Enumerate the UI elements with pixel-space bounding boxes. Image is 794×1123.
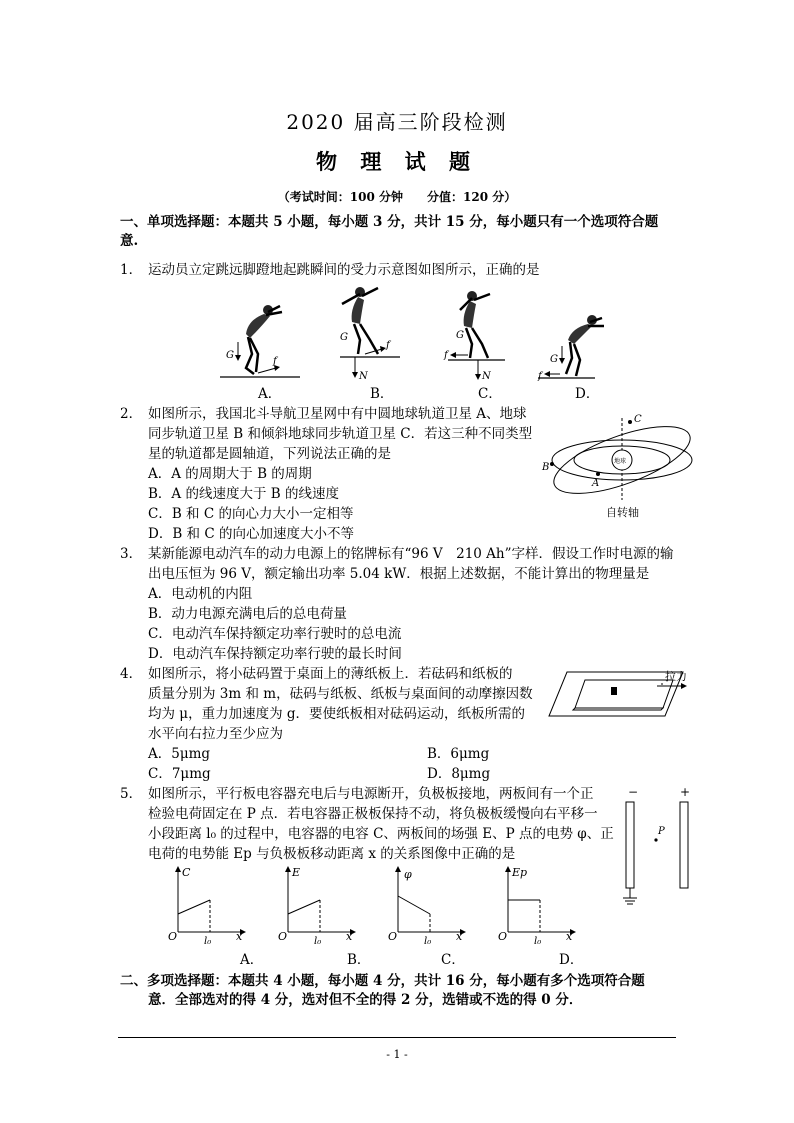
svg-text:O: O [498,930,508,943]
section1-heading-line2: 意. [120,233,139,249]
axis-label: 自转轴 [606,506,639,519]
graph-a [168,866,246,944]
svg-text:G: G [550,354,558,365]
question-text-line: 如图所示，平行板电容器充电后与电源断开，负极板接地，两板间有一个正 [148,786,594,802]
svg-text:G: G [340,332,348,343]
question-text: 运动员立定跳远脚蹬地起跳瞬间的受力示意图如图所示，正确的是 [148,262,540,278]
q1-label-b: B． [370,386,394,402]
svg-text:G: G [456,330,464,341]
q4-option-a: A．5μmg [148,746,211,762]
svg-text:x: x [346,930,353,943]
label-b: B [542,462,550,473]
weight [611,687,617,695]
q5-label-b: B． [347,952,371,968]
option-d: D．电动汽车保持额定功率行驶的最长时间 [148,646,402,662]
capacitor-figure [610,784,700,914]
graph-d-ylabel: Ep [512,866,528,879]
graph-c [388,866,466,944]
option-b: B．A 的线速度大于 B 的线速度 [148,486,339,502]
svg-text:N: N [359,371,368,382]
svg-text:O: O [388,930,398,943]
question-3 [120,544,680,664]
question-text-line: 如图所示，我国北斗导航卫星网中有中圆地球轨道卫星 A、地球 [148,406,527,422]
graph-d [498,866,576,944]
question-text-line: 质量分别为 3m 和 m，砝码与纸板、纸板与桌面间的动摩擦因数 [148,686,533,702]
question-text-line: 水平向右拉力至少应为 [148,726,283,742]
option-b: B．动力电源充满电后的总电荷量 [148,606,347,622]
question-number: 1． [120,262,143,278]
question-text-line: 某新能源电动汽车的动力电源上的铭牌标有“96 V 210 Ah”字样．假设工作时电源的输 [148,546,674,562]
question-number: 5． [120,786,143,802]
svg-text:O: O [278,930,288,943]
option-c: C．电动汽车保持额定功率行驶时的总电流 [148,626,402,642]
subject-title: 物 理 试 题 [316,149,478,174]
negative-plate [626,802,634,888]
q5-label-c: C． [441,952,465,968]
svg-text:l₀: l₀ [534,936,542,944]
graph-a-ylabel: C [182,866,191,879]
athlete-b-figure [340,287,400,382]
q4-option-d: D．8μmg [427,766,491,782]
question-text-line: 均为 μ，重力加速度为 g．要使纸板相对砝码运动，纸板所需的 [148,706,525,722]
gravity-label: G [226,350,234,361]
table-paper-figure [545,662,695,726]
q1-label-d: D． [575,386,600,402]
svg-text:O: O [168,930,178,943]
point-p [654,838,657,841]
svg-text:x: x [236,930,243,943]
q5-graphs [160,864,600,944]
exam-title: 2020 届高三阶段检测 [286,110,508,134]
positive-plate [680,802,688,888]
plus-label: + [680,785,691,799]
question-text-line: 小段距离 l₀ 的过程中，电容器的电容 C、两板间的场强 E、P 点的电势 φ、正 [148,826,614,842]
pull-label: 拉力 [665,670,687,683]
question-4 [120,664,540,744]
svg-text:x: x [566,930,573,943]
q4-option-c: C．7μmg [148,766,211,782]
footer-divider [118,1037,676,1038]
athlete-c-figure [443,291,505,382]
option-a: A．电动机的内阻 [148,586,253,602]
athlete-a-figure [220,305,300,377]
exam-meta: （考试时间：100 分钟 分值：120 分） [277,190,517,204]
svg-text:f: f [386,340,390,351]
question-number: 4． [120,666,143,682]
question-number: 2． [120,406,143,422]
graph-b-ylabel: E [292,866,301,879]
svg-text:N: N [482,371,491,382]
svg-text:f: f [444,350,448,361]
svg-text:l₀: l₀ [424,936,432,944]
section1-heading [120,213,680,251]
option-d: D．B 和 C 的向心加速度大小不等 [148,526,354,542]
graph-c-ylabel: φ [404,868,412,881]
page-number: - 1 - [386,1048,408,1061]
question-text-line: 电荷的电势能 Ep 与负极板移动距离 x 的关系图像中正确的是 [148,846,516,862]
earth-label: 地球 [614,458,627,465]
q1-label-c: C． [478,386,502,402]
q4-option-b: B．6μmg [427,746,490,762]
question-5 [120,784,620,864]
label-c: C [634,414,642,425]
section2-heading-line2: 意．全部选对的得 4 分，选对但不全的得 2 分，选错或不选的得 0 分． [148,992,583,1008]
section2-heading-line1: 二、多项选择题：本题共 4 小题，每小题 4 分，共计 16 分，每小题有多个选项符合题 [120,973,645,989]
svg-text:l₀: l₀ [314,936,322,944]
question-2 [120,404,540,544]
p-label: P [658,826,665,837]
minus-label: − [628,785,639,799]
question-number: 3． [120,546,143,562]
athlete-d-figure [537,315,604,382]
satellite-c [628,420,632,424]
svg-text:x: x [456,930,463,943]
svg-text:l₀: l₀ [204,936,212,944]
svg-text:f: f [538,371,542,382]
question-1 [120,260,680,280]
satellite-b [550,462,554,466]
question-text-line: 星的轨道都是圆轴道，下列说法正确的是 [148,446,391,462]
section2-heading [120,972,680,1010]
paper-board [575,680,673,708]
option-c: C．B 和 C 的向心力大小一定相等 [148,506,354,522]
question-text-line: 检验电荷固定在 P 点．若电容器正极板保持不动，将负极板缓慢向右平移一 [148,806,598,822]
section1-heading-line1: 一、单项选择题：本题共 5 小题，每小题 3 分，共计 15 分，每小题只有一个选项符合题 [120,214,659,230]
q5-label-a: A． [240,952,264,968]
satellite-a [596,472,600,476]
graph-b [278,866,356,944]
question-text-line: 如图所示，将小砝码置于桌面上的薄纸板上．若砝码和纸板的 [148,666,513,682]
question-text-line: 同步轨道卫星 B 和倾斜地球同步轨道卫星 C．若这三种不同类型 [148,426,533,442]
q1-label-a: A． [258,386,282,402]
question-text-line: 出电压恒为 96 V，额定输出功率 5.04 kW．根据上述数据，不能计算出的物理量是 [148,566,650,582]
friction-label: f [273,356,277,367]
label-a: A [592,478,600,489]
q5-label-d: D． [559,952,584,968]
option-a: A．A 的周期大于 B 的周期 [148,466,312,482]
q1-figure [210,282,610,400]
orbit-figure [540,408,700,520]
